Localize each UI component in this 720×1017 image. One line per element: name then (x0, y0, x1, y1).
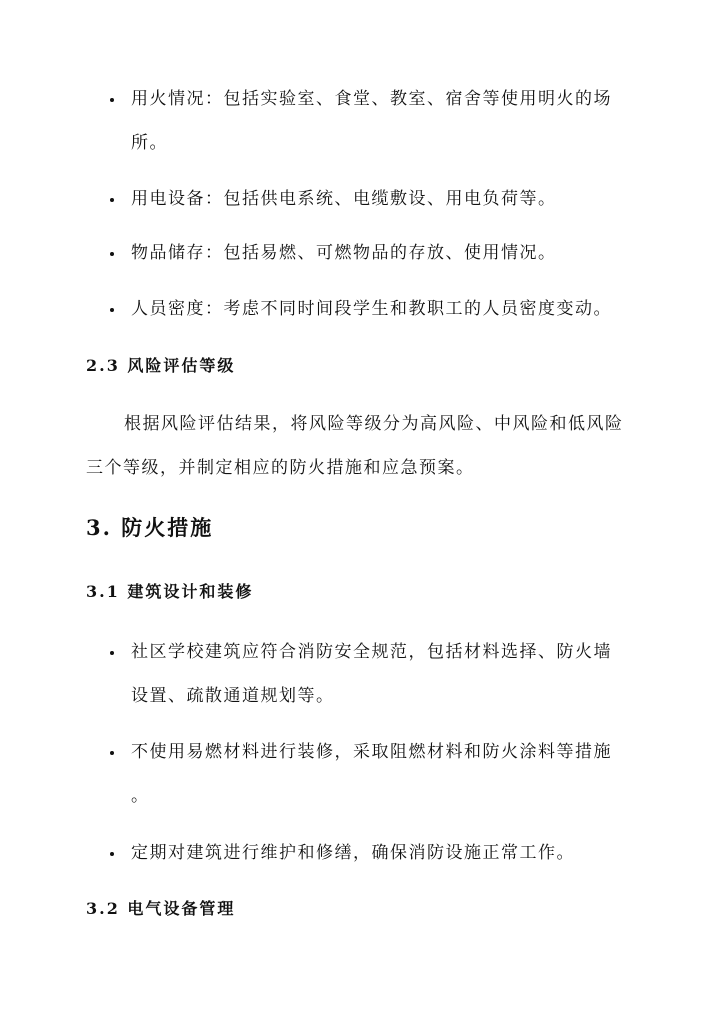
paragraph-line: 根据风险评估结果，将风险等级分为高风险、中风险和低风险 (124, 414, 624, 434)
list-item-text: 用电设备：包括供电系统、电缆敷设、用电负荷等。 (131, 189, 557, 209)
bullet-dot-icon (110, 308, 114, 312)
section-heading-3-1: 3.1 建筑设计和装修 (86, 582, 254, 601)
list-item-text-continued: 。 (131, 786, 150, 806)
list-item-text: 定期对建筑进行维护和修缮，确保消防设施正常工作。 (131, 843, 575, 863)
list-item-text: 社区学校建筑应符合消防安全规范，包括材料选择、防火墙 (131, 642, 612, 662)
list-item-text: 人员密度：考虑不同时间段学生和教职工的人员密度变动。 (131, 299, 612, 319)
list-item-text-continued: 设置、疏散通道规划等。 (131, 686, 335, 706)
list-item-text: 不使用易燃材料进行装修，采取阻燃材料和防火涂料等措施 (131, 742, 612, 762)
list-item-text: 用火情况：包括实验室、食堂、教室、宿舍等使用明火的场 (131, 89, 612, 109)
section-heading-2-3: 2.3 风险评估等级 (86, 356, 236, 375)
list-item-text: 物品储存：包括易燃、可燃物品的存放、使用情况。 (131, 243, 557, 263)
bullet-dot-icon (110, 198, 114, 202)
section-heading-3: 3. 防火措施 (86, 515, 214, 540)
bullet-dot-icon (110, 852, 114, 856)
bullet-dot-icon (110, 751, 114, 755)
bullet-dot-icon (110, 651, 114, 655)
list-item-text-continued: 所。 (131, 133, 168, 153)
bullet-dot-icon (110, 252, 114, 256)
paragraph-line: 三个等级，并制定相应的防火措施和应急预案。 (86, 458, 475, 478)
section-heading-3-2: 3.2 电气设备管理 (86, 899, 236, 918)
bullet-dot-icon (110, 98, 114, 102)
